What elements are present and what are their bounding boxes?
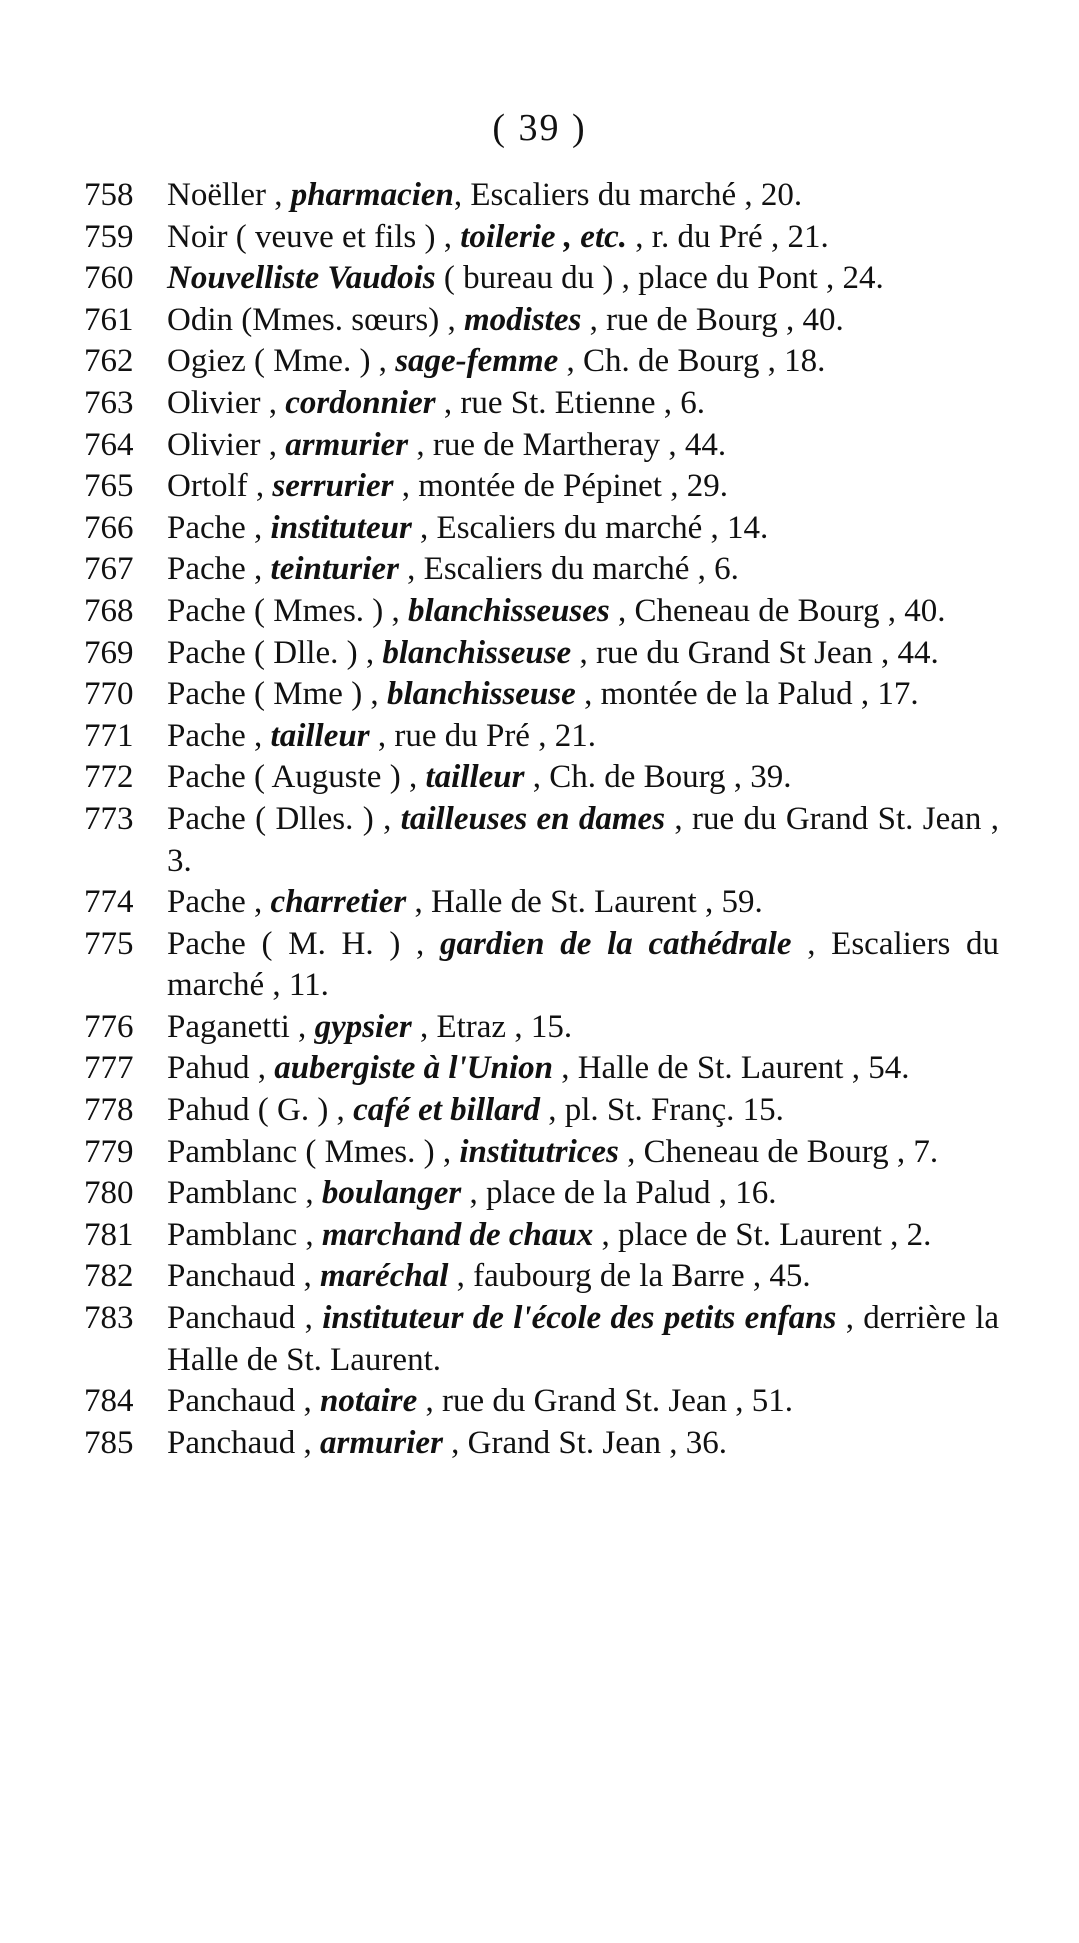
entry-text [167, 258, 999, 300]
entry-name: Ortolf , [167, 468, 273, 505]
entry-text [167, 799, 999, 882]
entry-text [167, 882, 999, 924]
entry-trade: institutrices [459, 1133, 619, 1170]
entry-text [167, 217, 999, 259]
entry-name: Pamblanc ( Mmes. ) , [167, 1133, 460, 1170]
entry-trade: café et billard [353, 1092, 541, 1129]
entry-name: Panchaud , [167, 1383, 321, 1420]
entry-address: , Cheneau de Bourg , 40. [609, 592, 946, 629]
entry-name: Olivier , [167, 426, 286, 463]
entry-name: Pache , [167, 551, 271, 588]
entry-address: , Ch. de Bourg , 39. [524, 759, 792, 796]
directory-entry [84, 508, 999, 550]
entry-name: Pamblanc , [167, 1216, 322, 1253]
entry-address: , faubourg de la Barre , 45. [448, 1258, 811, 1295]
entry-name: Pache ( Dlles. ) , [167, 800, 401, 837]
entry-address: , Halle de St. Laurent , 54. [552, 1050, 910, 1087]
entry-address: , rue du Pré , 21. [369, 717, 596, 754]
entry-number: 765 [84, 468, 134, 505]
entry-address: , Escaliers du marché , 20. [453, 177, 803, 213]
entry-trade: Nouvelliste Vaudois [167, 260, 436, 297]
entry-address: , Escaliers du marché , 11. [167, 925, 999, 1004]
entry-number: 760 [84, 260, 134, 297]
entry-text [167, 1007, 999, 1049]
entry-text [167, 1381, 999, 1423]
entry-address: , rue du Grand St. Jean , 3. [167, 800, 999, 879]
entry-number: 776 [84, 1008, 134, 1045]
entry-text [167, 1132, 999, 1174]
entry-trade: armurier [320, 1424, 443, 1461]
entry-name: Pache ( Mme ) , [167, 676, 387, 713]
entry-text [167, 508, 999, 550]
directory-entry [84, 882, 999, 924]
entry-text [167, 549, 999, 591]
directory-entry [84, 1132, 999, 1174]
entry-trade: blanchisseuses [408, 592, 610, 629]
entry-trade: blanchisseuse [382, 634, 572, 671]
entry-number: 780 [84, 1175, 134, 1212]
entry-address: , Etraz , 15. [411, 1008, 573, 1045]
directory-entries [84, 175, 999, 1464]
entry-number: 763 [84, 384, 134, 421]
directory-entry [84, 1090, 999, 1132]
directory-entry [84, 258, 999, 300]
entry-trade: tailleur [425, 759, 525, 796]
entry-name: Ogiez ( Mme. ) , [167, 343, 396, 380]
entry-text [167, 466, 999, 508]
entry-name: Pache ( Mmes. ) , [167, 592, 409, 629]
entry-address: , Cheneau de Bourg , 7. [618, 1133, 939, 1170]
entry-name: Pache , [167, 884, 271, 921]
entry-name: Odin (Mmes. sœurs) , [167, 301, 464, 338]
entry-trade: boulanger [321, 1175, 462, 1212]
entry-name: Pahud ( G. ) , [167, 1092, 354, 1129]
entry-name: Pache ( M. H. ) , [167, 925, 441, 962]
directory-entry [84, 1048, 999, 1090]
entry-text [167, 924, 999, 1007]
entry-name: Pache , [167, 717, 271, 754]
entry-trade: blanchisseuse [386, 676, 576, 713]
entry-text [167, 716, 999, 758]
entry-text [167, 383, 999, 425]
entry-address: ( bureau du ) , place du Pont , 24. [435, 260, 884, 297]
entry-trade: instituteur [270, 509, 412, 546]
entry-address: , r. du Pré , 21. [627, 218, 829, 255]
entry-text [167, 591, 999, 633]
entry-number: 770 [84, 676, 134, 713]
entry-trade: tailleuses en dames [400, 800, 666, 837]
entry-number: 772 [84, 759, 134, 796]
entry-name: Noëller , [167, 177, 291, 213]
directory-entry [84, 1423, 999, 1465]
entry-text [167, 1173, 999, 1215]
entry-address: , Escaliers du marché , 6. [398, 551, 739, 588]
entry-name: Noir ( veuve et fils ) , [167, 218, 461, 255]
entry-name: Panchaud , [167, 1258, 321, 1295]
entry-number: 773 [84, 800, 134, 837]
entry-trade: serrurier [272, 468, 394, 505]
page-number: ( 39 ) [492, 107, 587, 149]
entry-trade: pharmacien [290, 177, 454, 213]
directory-entry [84, 300, 999, 342]
entry-text [167, 300, 999, 342]
entry-number: 761 [84, 301, 134, 338]
directory-entry [84, 1298, 999, 1381]
directory-entry [84, 383, 999, 425]
entry-address: , rue du Grand St Jean , 44. [571, 634, 939, 671]
entry-text [167, 1298, 999, 1381]
entry-address: , rue du Grand St. Jean , 51. [417, 1383, 793, 1420]
entry-address: , montée de Pépinet , 29. [393, 468, 728, 505]
entry-number: 783 [84, 1300, 134, 1337]
entry-address: , rue St. Etienne , 6. [435, 384, 706, 421]
entry-text [167, 633, 999, 675]
directory-entry [84, 633, 999, 675]
directory-entry [84, 217, 999, 259]
entry-trade: marchand de chaux [321, 1216, 594, 1253]
entry-text [167, 425, 999, 467]
entry-trade: cordonnier [285, 384, 436, 421]
entry-number: 774 [84, 884, 134, 921]
directory-entry [84, 674, 999, 716]
entry-number: 784 [84, 1383, 134, 1420]
entry-trade: gardien de la cathédrale [440, 925, 792, 962]
entry-address: , rue de Martheray , 44. [408, 426, 727, 463]
entry-trade: sage-femme [395, 343, 559, 380]
directory-entry [84, 1173, 999, 1215]
directory-entry [84, 1256, 999, 1298]
entry-number: 767 [84, 551, 134, 588]
entry-name: Pahud , [167, 1050, 275, 1087]
entry-address: , place de la Palud , 16. [461, 1175, 777, 1212]
entry-address: , montée de la Palud , 17. [575, 676, 919, 713]
directory-entry [84, 1381, 999, 1423]
entry-number: 762 [84, 343, 134, 380]
directory-entry [84, 591, 999, 633]
entry-number: 779 [84, 1133, 134, 1170]
entry-number: 759 [84, 218, 134, 255]
entry-name: Pamblanc , [167, 1175, 322, 1212]
entry-address: , Grand St. Jean , 36. [442, 1424, 728, 1461]
entry-text [167, 1215, 999, 1257]
entry-text [167, 1256, 999, 1298]
entry-text [167, 757, 999, 799]
entry-address: , pl. St. Franç. 15. [540, 1092, 784, 1129]
entry-name: Panchaud , [167, 1424, 321, 1461]
entry-trade: notaire [320, 1383, 418, 1420]
entry-name: Pache ( Auguste ) , [167, 759, 426, 796]
directory-entry [84, 757, 999, 799]
entry-text [167, 1048, 999, 1090]
directory-entry [84, 799, 999, 882]
directory-entry [84, 924, 999, 1007]
entry-trade: charretier [270, 884, 407, 921]
entry-number: 775 [84, 925, 134, 962]
entry-text [167, 341, 999, 383]
entry-trade: tailleur [270, 717, 370, 754]
entry-name: Paganetti , [167, 1008, 315, 1045]
entry-trade: aubergiste à l'Union [274, 1050, 553, 1087]
entry-trade: toilerie , etc. [460, 218, 628, 255]
entry-trade: modistes [463, 301, 582, 338]
directory-entry [84, 175, 999, 217]
directory-entry [84, 466, 999, 508]
entry-address: , Halle de St. Laurent , 59. [406, 884, 763, 921]
entry-text [167, 175, 999, 217]
entry-number: 777 [84, 1050, 134, 1087]
directory-entry [84, 425, 999, 467]
entry-trade: maréchal [320, 1258, 449, 1295]
entry-address: , rue de Bourg , 40. [581, 301, 844, 338]
entry-name: Panchaud , [167, 1300, 323, 1337]
entry-trade: teinturier [270, 551, 399, 588]
entry-name: Pache ( Dlle. ) , [167, 634, 383, 671]
entry-number: 785 [84, 1424, 134, 1461]
entry-number: 771 [84, 717, 134, 754]
directory-entry [84, 341, 999, 383]
entry-number: 781 [84, 1216, 134, 1253]
entry-trade: armurier [285, 426, 409, 463]
entry-name: Olivier , [167, 384, 286, 421]
entry-number: 778 [84, 1092, 134, 1129]
directory-entry [84, 1215, 999, 1257]
entry-name: Pache , [167, 509, 271, 546]
entry-trade: gypsier [314, 1008, 412, 1045]
entry-address: , Ch. de Bourg , 18. [558, 343, 826, 380]
entry-address: , derrière la Halle de St. Laurent. [167, 1300, 1000, 1378]
entry-text [167, 1090, 999, 1132]
entry-number: 758 [84, 177, 134, 213]
entry-number: 764 [84, 426, 134, 463]
directory-entry [84, 549, 999, 591]
entry-text [167, 674, 999, 716]
entry-text [167, 1423, 999, 1465]
directory-entry [84, 1007, 999, 1049]
entry-trade: instituteur de l'école des petits enfans [322, 1300, 837, 1337]
entry-number: 769 [84, 634, 134, 671]
entry-number: 782 [84, 1258, 134, 1295]
entry-number: 768 [84, 592, 134, 629]
directory-entry [84, 716, 999, 758]
entry-address: , place de St. Laurent , 2. [593, 1216, 932, 1253]
entry-number: 766 [84, 509, 134, 546]
entry-address: , Escaliers du marché , 14. [411, 509, 769, 546]
